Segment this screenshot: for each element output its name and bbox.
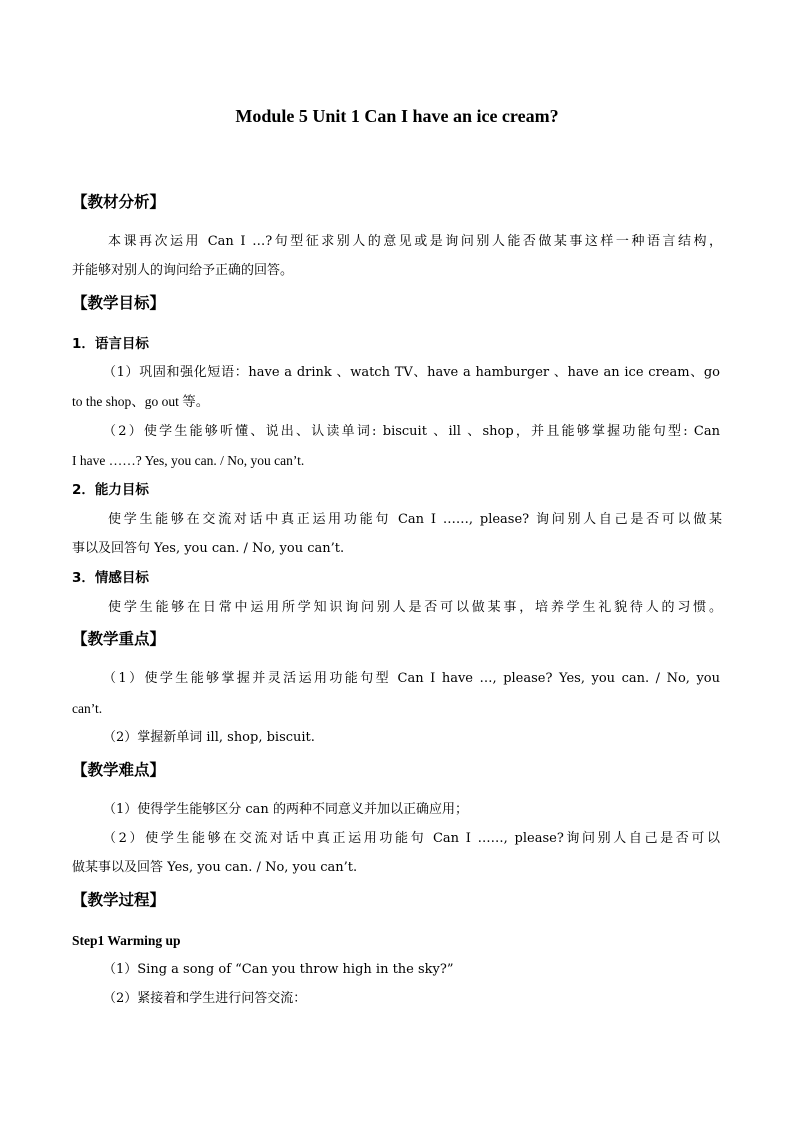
- paragraph-line: 做某事以及回答 Yes, you can. / No, you can’t.: [72, 860, 358, 875]
- paragraph-line: （1）巩固和强化短语：have a drink 、watch TV、have a hamburger 、have an ice cream、go: [103, 365, 720, 380]
- paragraph-line: （1）Sing a song of “Can you throw high in the sky?”: [103, 962, 454, 977]
- paragraph-line: （2）使学生能够在交流对话中真正运用功能句 Can I ……, please?询问别人自己是否可以: [103, 831, 720, 846]
- paragraph-line: 本课再次运用 Can I …?句型征求别人的意见或是询问别人能否做某事这样一种语言结构，: [108, 234, 722, 249]
- paragraph-line: 使学生能够在日常中运用所学知识询问别人是否可以做某事，培养学生礼貌待人的习惯。: [108, 600, 722, 615]
- paragraph-line: （1）使学生能够掌握并灵活运用功能句型 Can I have …, please? Yes, you can. / No, you: [103, 671, 720, 686]
- paragraph-line: 并能够对别人的询问给予正确的回答。: [72, 263, 294, 278]
- paragraph-line: （2）使学生能够听懂、说出、认读单词: biscuit 、ill 、shop，并且能够掌握功能句型: Can: [103, 424, 720, 439]
- section-heading-teaching-difficulty: 【教学难点】: [72, 761, 166, 779]
- paragraph-line: 事以及回答句 Yes, you can. / No, you can’t.: [72, 541, 345, 556]
- subheading-ability-goal: 2．能力目标: [72, 482, 149, 498]
- paragraph-line: （1）使得学生能够区分 can 的两种不同意义并加以正确应用；: [103, 802, 468, 817]
- section-heading-textbook-analysis: 【教材分析】: [72, 193, 166, 211]
- subheading-emotion-goal: 3．情感目标: [72, 570, 149, 586]
- section-heading-teaching-focus: 【教学重点】: [72, 630, 166, 648]
- paragraph-line: 使学生能够在交流对话中真正运用功能句 Can I ……, please? 询问别人自己是否可以做某: [108, 512, 722, 527]
- document-title: Module 5 Unit 1 Can I have an ice cream?: [235, 106, 559, 126]
- paragraph-line: I have ……? Yes, you can. / No, you can’t.: [72, 453, 305, 468]
- subheading-language-goal: 1．语言目标: [72, 336, 149, 352]
- paragraph-line: to the shop、go out 等。: [72, 394, 210, 409]
- paragraph-line: （2）掌握新单词 ill, shop, biscuit.: [103, 730, 315, 745]
- section-heading-teaching-goals: 【教学目标】: [72, 294, 166, 312]
- paragraph-line: can’t.: [72, 701, 103, 716]
- step-heading: Step1 Warming up: [72, 933, 181, 948]
- section-heading-teaching-process: 【教学过程】: [72, 891, 166, 909]
- paragraph-line: （2）紧接着和学生进行问答交流：: [103, 991, 307, 1006]
